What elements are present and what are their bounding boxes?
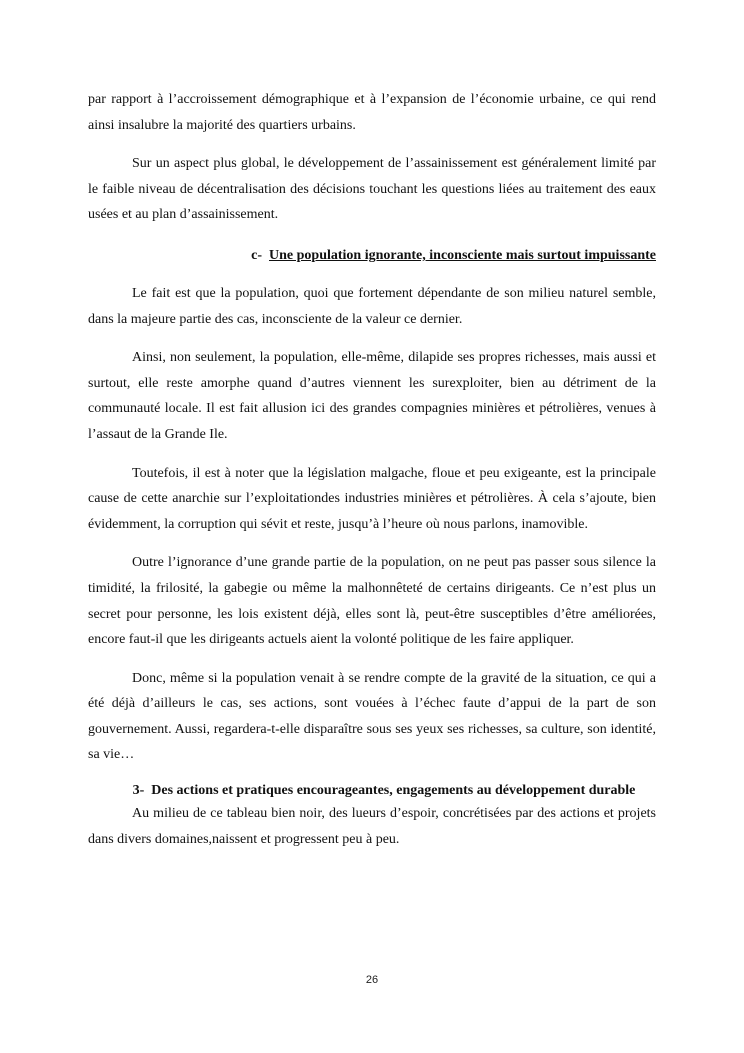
paragraph-continuation: par rapport à l’accroissement démographique et à l’expansion de l’économie urbaine, ce qui rend ainsi insalubre la majorité des quartiers urbains. bbox=[88, 92, 656, 133]
paragraph-legislation: Toutefois, il est à noter que la législation malgache, floue et peu exigeante, est la principale cause de cette anarchie sur l’exploitationdes industries minières et pétrolières. À cela s’ajoute, bien évidemment, la corruption qui sévit et reste, jusqu’à l’heure où nous parlons, inamovible. bbox=[88, 465, 656, 532]
subheading-marker: c- bbox=[251, 247, 263, 263]
subheading-title: Une population ignorante, inconsciente mais surtout impuissante bbox=[269, 247, 656, 263]
section-heading-title: Des actions et pratiques encourageantes, engagements au développement durable bbox=[151, 783, 636, 799]
section-heading-number: 3- bbox=[132, 783, 145, 799]
paragraph-government: Donc, même si la population venait à se rendre compte de la gravité de la situation, ce qui a été déjà d’ailleurs le cas, ses actions, sont vouées à l’échec faute d’appui de la part de son gouvernement. Aussi, regardera-t-elle disparaître sous ses yeux ses richesses, sa culture, son identité, sa vie… bbox=[88, 670, 656, 763]
page-number: 26 bbox=[365, 974, 379, 986]
subheading-c bbox=[88, 243, 656, 268]
paragraph-hope: Au milieu de ce tableau bien noir, des lueurs d’espoir, concrétisées par des actions et projets dans divers domaines,naissent et progressent peu à peu. bbox=[88, 806, 656, 847]
paragraph-population: Le fait est que la population, quoi que fortement dépendante de son milieu naturel semble, dans la majeure partie des cas, inconsciente de la valeur ce dernier. bbox=[88, 285, 656, 327]
paragraph-resources: Ainsi, non seulement, la population, elle-même, dilapide ses propres richesses, mais aussi et surtout, elle reste amorphe quand d’autres viennent les surexploiter, bien au détriment de la communauté locale. Il est fait allusion ici des grandes compagnies minières et pétrolières, venues à l’assaut de la Grande Ile. bbox=[88, 350, 656, 442]
section-heading-3 bbox=[88, 782, 656, 799]
paragraph-leaders: Outre l’ignorance d’une grande partie de la population, on ne peut pas passer sous silence la timidité, la frilosité, la gabegie ou même la malhonnêteté de certains dirigeants. Ce n’est plus un secret pour personne, les lois existent déjà, elles sont là, peut-être susceptibles d’être améliorées, encore faut-il que les dirigeants actuels aient la volonté politique de les faire appliquer. bbox=[88, 555, 656, 648]
paragraph-sanitation: Sur un aspect plus global, le développement de l’assainissement est généralement limité par le faible niveau de décentralisation des décisions touchant les questions liées au traitement des eaux usées et au plan d’assainissement. bbox=[88, 156, 656, 223]
